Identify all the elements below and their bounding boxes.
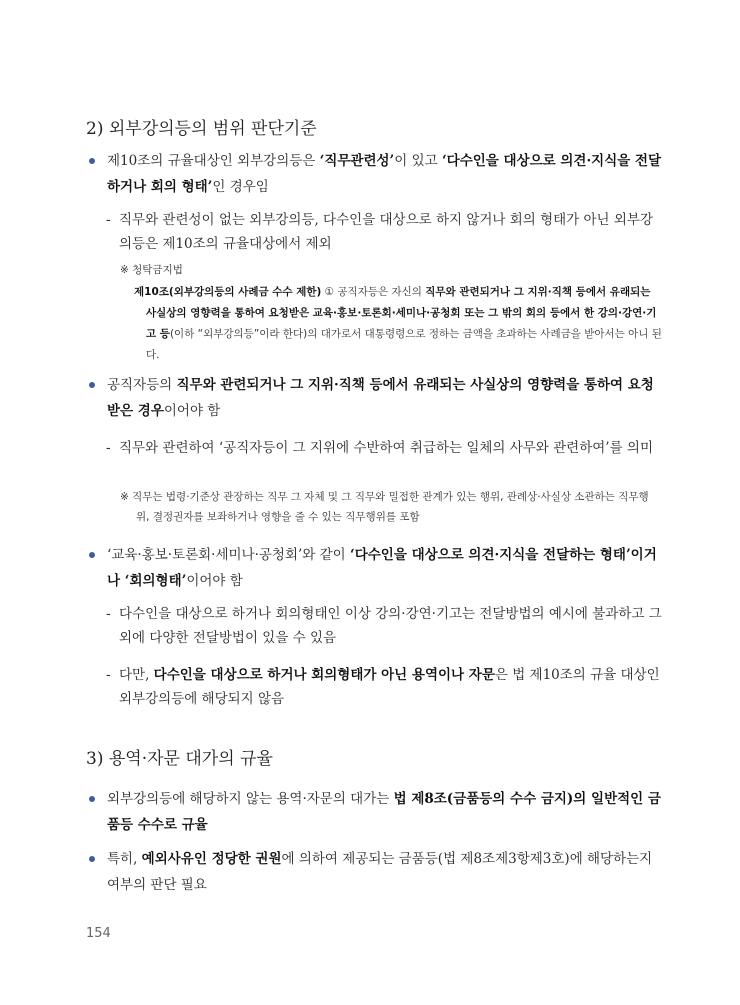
- law-article-title: 제10조(외부강의등의 사례금 수수 제한): [134, 286, 322, 298]
- dash-text: 직무와 관련하여 ‘공직자등이 그 지위에 수반하여 취급하는 일체의 사무와 관련하여’를 의미: [119, 440, 654, 456]
- bullet-item-regulation: [92, 786, 662, 838]
- bullet-dot-icon: [89, 382, 95, 388]
- text: 특히,: [107, 851, 142, 867]
- note-duty: ※ 직무는 법령·기준상 관장하는 직무 그 자체 및 그 직무와 밀접한 관계가 있는 행위, 관례상·사실상 소관하는 직무행위, 결정권자를 보좌하거나 영향을 줄 수 있는 직무행위를 포함: [120, 491, 649, 523]
- text: (이하 “외부강의등”이라 한다)의 대가로서 대통령령으로 정하는 금액을 초과하는 사례금을 받아서는 아니 된다.: [146, 328, 662, 361]
- dash-item-exclusion: [106, 208, 662, 256]
- dash-text: 다수인을 대상으로 하거나 회의형태인 이상 강의·강연·기고는 전달방법의 예시에 불과하고 그 외에 다양한 전달방법이 있을 수 있음: [119, 606, 662, 646]
- bullet-dot-icon: [89, 552, 95, 558]
- dash-item-consulting: [106, 663, 662, 711]
- text: 이어야 함: [163, 403, 221, 419]
- section-3-heading: 3) 용역·자문 대가의 규율: [86, 749, 273, 769]
- text: 공직자등의: [107, 377, 177, 393]
- emphasis: ‘다수인을 대상으로 의견·지식을 전달하거나 회의 형태’: [107, 153, 662, 195]
- dash-mark: -: [106, 667, 111, 683]
- emphasis: 예외사유인 정당한 권원: [141, 851, 282, 867]
- dash-mark: -: [106, 440, 111, 456]
- dash-item-methods: [106, 602, 662, 650]
- dash-item-duty: [106, 436, 662, 460]
- text: 제10조의 규율대상인 외부강의등은: [107, 153, 320, 169]
- bullet-dot-icon: [89, 856, 95, 862]
- emphasis: 다수인을 대상으로 하거나 회의형태가 아닌 용역이나 자문: [153, 667, 495, 683]
- dash-mark: -: [106, 212, 111, 228]
- text: ① 공직자등은 자신의: [321, 286, 426, 298]
- emphasis: 직무와 관련되거나 그 지위·직책 등에서 유래되는 사실상의 영향력을 통하여 요청받은 교육·홍보·토론회·세미나·공청회 또는 그 밖의 회의 등에서 한 강의·강연·기고 등: [146, 286, 657, 340]
- law-article-10: [134, 282, 662, 366]
- text: ‘교육·홍보·토론회·세미나·공청회’와 같이: [107, 547, 350, 563]
- text: 에 의하여 제공되는 금품등(법 제8조제3항제3호)에 해당하는지 여부의 판단 필요: [107, 851, 653, 893]
- bullet-item-request: [92, 372, 662, 424]
- text: 외부강의등에 해당하지 않는 용역·자문의 대가는: [107, 791, 394, 807]
- bullet-dot-icon: [89, 158, 95, 164]
- bullet-dot-icon: [89, 796, 95, 802]
- dash-mark: -: [106, 606, 111, 622]
- emphasis: ‘직무관련성’: [319, 153, 395, 169]
- text: 이어야 함: [186, 573, 243, 589]
- text: 인 경우임: [212, 179, 269, 195]
- emphasis: 법 제8조(금품등의 수수 금지)의 일반적인 금품등 수수로 규율: [107, 791, 661, 833]
- emphasis: 직무와 관련되거나 그 지위·직책 등에서 유래되는 사실상의 영향력을 통하여 요청받은 경우: [107, 377, 654, 419]
- text: 은 법 제10조의 규율 대상인 외부강의등에 해당되지 않음: [119, 667, 660, 707]
- page-number: 154: [86, 926, 111, 941]
- bullet-item-scope: [92, 148, 662, 200]
- note-law-title: ※ 청탁금지법: [120, 264, 183, 276]
- bullet-item-exception: [92, 846, 662, 898]
- bullet-item-form: [92, 542, 662, 594]
- section-2-heading: 2) 외부강의등의 범위 판단기준: [86, 119, 317, 139]
- text: 이 있고: [394, 153, 442, 169]
- dash-text: 직무와 관련성이 없는 외부강의등, 다수인을 대상으로 하지 않거나 회의 형태가 아닌 외부강의등은 제10조의 규율대상에서 제외: [119, 212, 654, 252]
- text: 다만,: [119, 667, 154, 683]
- emphasis: ‘다수인을 대상으로 의견·지식을 전달하는 형태’이거나 ‘회의형태’: [107, 547, 657, 589]
